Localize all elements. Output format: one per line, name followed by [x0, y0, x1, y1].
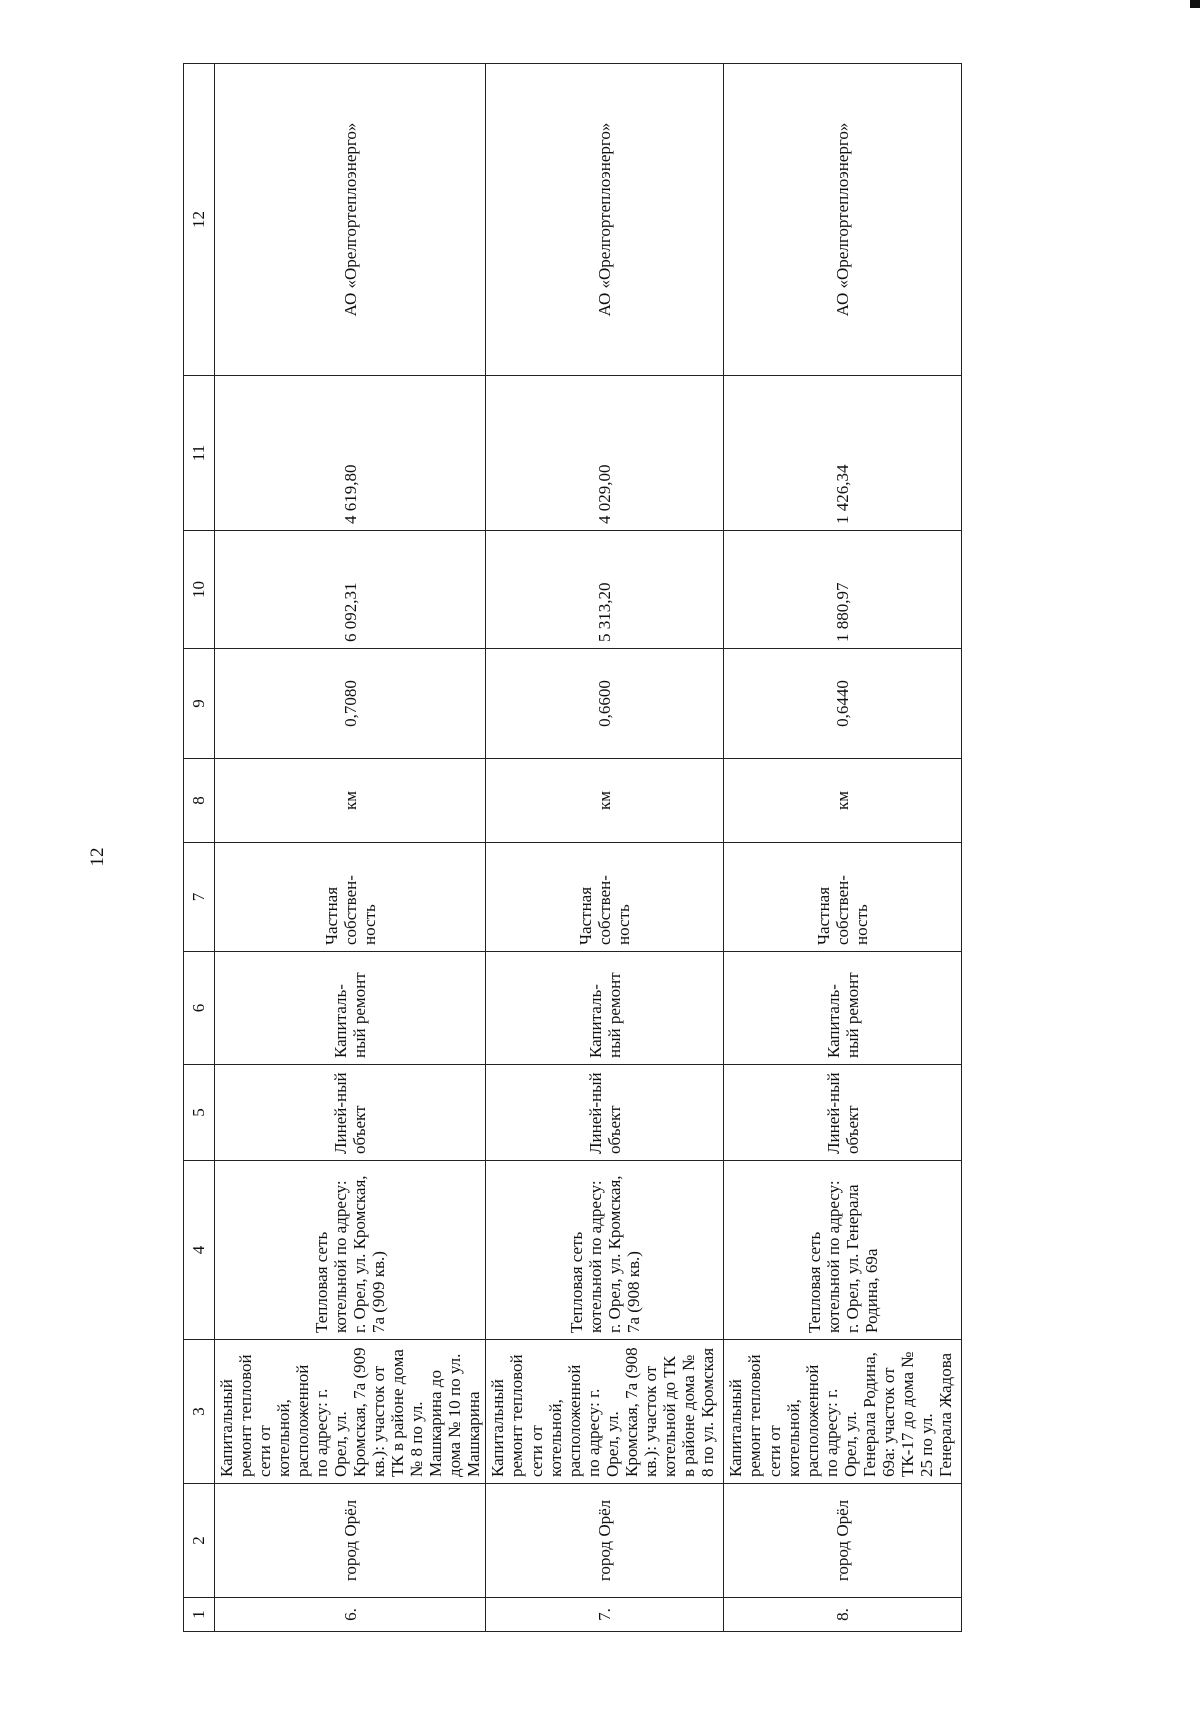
company-cell: АО «Орелгортеплоэнерго»	[215, 64, 486, 376]
header-cell: 11	[184, 376, 215, 531]
length-cell: 0,6600	[486, 649, 724, 759]
object-cell: Тепловая сеть котельной по адресу: г. Орел, ул. Кромская, 7а (908 кв.)	[486, 1161, 724, 1340]
ownership-cell: Частная собствен-ность	[486, 843, 724, 952]
works-table	[183, 63, 962, 1632]
description-cell: Капитальный ремонт тепловой сети от котельной, расположенной по адресу: г. Орел, ул. Кромская, 7а (908 кв.): участок от котельной до ТК в районе дома № 8 по ул. Кромская	[486, 1340, 724, 1484]
header-cell: 2	[184, 1484, 215, 1598]
rotated-table-container	[183, 64, 955, 1632]
cost-total-cell: 6 092,31	[215, 531, 486, 649]
header-row	[184, 64, 215, 1632]
cost-total-cell: 1 880,97	[724, 531, 962, 649]
unit-cell: км	[215, 759, 486, 843]
page-number: 12	[87, 847, 108, 867]
scan-corner-mark	[1190, 0, 1200, 8]
header-cell: 7	[184, 843, 215, 952]
work-type-cell: Капиталь-ный ремонт	[486, 952, 724, 1065]
unit-cell: км	[486, 759, 724, 843]
table-row	[215, 64, 486, 1632]
object-type-cell: Линей-ный объект	[486, 1065, 724, 1161]
length-cell: 0,7080	[215, 649, 486, 759]
table-row	[486, 64, 724, 1632]
object-cell: Тепловая сеть котельной по адресу: г. Орел, ул. Кромская, 7а (909 кв.)	[215, 1161, 486, 1340]
description-cell: Капитальный ремонт тепловой сети от котельной, расположенной по адресу: г. Орел, ул. Кромская, 7а (909 кв.): участок от ТК в районе дома № 8 по ул. Машкарина до дома № 10 по ул. Машкарина	[215, 1340, 486, 1484]
description-cell: Капитальный ремонт тепловой сети от котельной, расположенной по адресу: г. Орел, ул. Генерала Родина, 69а: участок от ТК-17 до дома № 25 по ул. Генерала Жадова	[724, 1340, 962, 1484]
city-cell: город Орёл	[215, 1484, 486, 1598]
company-cell: АО «Орелгортеплоэнерго»	[486, 64, 724, 376]
header-cell: 4	[184, 1161, 215, 1340]
header-cell: 3	[184, 1340, 215, 1484]
work-type-cell: Капиталь-ный ремонт	[724, 952, 962, 1065]
city-cell: город Орёл	[724, 1484, 962, 1598]
header-cell: 5	[184, 1065, 215, 1161]
ownership-cell: Частная собствен-ность	[724, 843, 962, 952]
length-cell: 0,6440	[724, 649, 962, 759]
header-cell: 1	[184, 1598, 215, 1632]
cost-total-cell: 5 313,20	[486, 531, 724, 649]
ownership-cell: Частная собствен-ность	[215, 843, 486, 952]
header-cell: 6	[184, 952, 215, 1065]
object-cell: Тепловая сеть котельной по адресу: г. Орел, ул. Генерала Родина, 69а	[724, 1161, 962, 1340]
header-cell: 8	[184, 759, 215, 843]
row-number: 7.	[486, 1598, 724, 1632]
unit-cell: км	[724, 759, 962, 843]
header-cell: 12	[184, 64, 215, 376]
work-type-cell: Капиталь-ный ремонт	[215, 952, 486, 1065]
company-cell: АО «Орелгортеплоэнерго»	[724, 64, 962, 376]
city-cell: город Орёл	[486, 1484, 724, 1598]
object-type-cell: Линей-ный объект	[215, 1065, 486, 1161]
row-number: 6.	[215, 1598, 486, 1632]
cost-part-cell: 4 619,80	[215, 376, 486, 531]
header-cell: 10	[184, 531, 215, 649]
header-cell: 9	[184, 649, 215, 759]
cost-part-cell: 4 029,00	[486, 376, 724, 531]
row-number: 8.	[724, 1598, 962, 1632]
table-row	[724, 64, 962, 1632]
object-type-cell: Линей-ный объект	[724, 1065, 962, 1161]
cost-part-cell: 1 426,34	[724, 376, 962, 531]
